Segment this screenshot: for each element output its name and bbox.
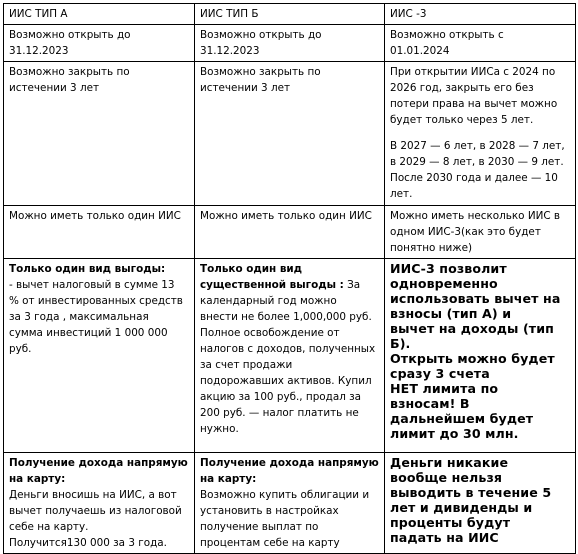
cell-benefit-type-a bbox=[4, 259, 195, 453]
cell-count-iis-3: Можно иметь несколько ИИС в одном ИИС-3(как это будет понятно ниже) bbox=[385, 206, 576, 259]
cell-closing-type-a: Возможно закрыть по истечении 3 лет bbox=[4, 62, 195, 206]
cell-closing-type-b: Возможно закрыть по истечении 3 лет bbox=[195, 62, 385, 206]
cell-count-type-b: Можно иметь только один ИИС bbox=[195, 206, 385, 259]
income-body-type-b: Возможно купить облигации и установить в настройках получение выплат по процентам себе на карту bbox=[200, 489, 370, 549]
cell-benefit-type-b bbox=[195, 259, 385, 453]
cell-opening-type-b: Возможно открыть до 31.12.2023 bbox=[195, 25, 385, 62]
cell-opening-type-a: Возможно открыть до 31.12.2023 bbox=[4, 25, 195, 62]
table-row-closing bbox=[4, 62, 576, 206]
cell-benefit-iis-3 bbox=[385, 259, 576, 453]
income-title-type-b: Получение дохода напрямую на карту: bbox=[200, 457, 379, 485]
closing-rule-2027-onward: В 2027 — 6 лет, в 2028 — 7 лет, в 2029 — 8 лет, в 2030 — 9 лет. После 2030 года и далее — 10 лет. bbox=[390, 140, 565, 200]
income-iis-3-text: Деньги никакие вообще нельзя выводить в течение 5 лет и дивиденды и проценты будут падать на ИИС bbox=[390, 455, 552, 545]
table-header-row bbox=[4, 4, 576, 25]
header-iis-3: ИИС -3 bbox=[385, 4, 576, 25]
cell-opening-iis-3: Возможно открыть с 01.01.2024 bbox=[385, 25, 576, 62]
income-title-type-a: Получение дохода напрямую на карту: bbox=[9, 457, 188, 485]
cell-closing-iis-3 bbox=[385, 62, 576, 206]
header-iis-type-b: ИИС ТИП Б bbox=[195, 4, 385, 25]
benefit-title-type-a: Только один вид выгоды: bbox=[9, 263, 166, 275]
benefit-body-type-b: За календарный год можно внести не более 1,000,000 руб. Полное освобождение от налогов с доходов, полученных за счет продажи подорожавших активов. Купил акцию за 100 руб., продал за 200 руб. — налог платить не нужно. bbox=[200, 279, 376, 435]
cell-count-type-a: Можно иметь только один ИИС bbox=[4, 206, 195, 259]
table-row-opening bbox=[4, 25, 576, 62]
benefit-iis-3-text: ИИС-3 позволит одновременно использовать вычет на взносы (тип А) и вычет на доходы (тип Б). Открыть можно будет сразу 3 счета НЕТ лимита по взносам! В дальнейшем будет лимит до 30 млн. bbox=[390, 261, 561, 441]
table-row-benefits bbox=[4, 259, 576, 453]
iis-comparison-table bbox=[3, 3, 576, 554]
income-body-type-a: Деньги вносишь на ИИС, а вот вычет получаешь из налоговой себе на карту. Получится130 000 за 3 года. bbox=[9, 489, 182, 549]
closing-rule-2024-2026: При открытии ИИСа с 2024 по 2026 год, закрыть его без потери права на вычет можно будет только через 5 лет. bbox=[390, 66, 558, 126]
cell-income-iis-3 bbox=[385, 453, 576, 554]
cell-income-type-a bbox=[4, 453, 195, 554]
header-iis-type-a: ИИС ТИП А bbox=[4, 4, 195, 25]
table-row-account-count bbox=[4, 206, 576, 259]
benefit-title-type-b: Только один вид существенной выгоды : bbox=[200, 263, 344, 291]
benefit-body-type-a: - вычет налоговый в сумме 13 % от инвестированных средств за 3 года , максимальная сумма инвестиций 1 000 000 руб. bbox=[9, 279, 183, 355]
cell-income-type-b bbox=[195, 453, 385, 554]
table-row-income bbox=[4, 453, 576, 554]
